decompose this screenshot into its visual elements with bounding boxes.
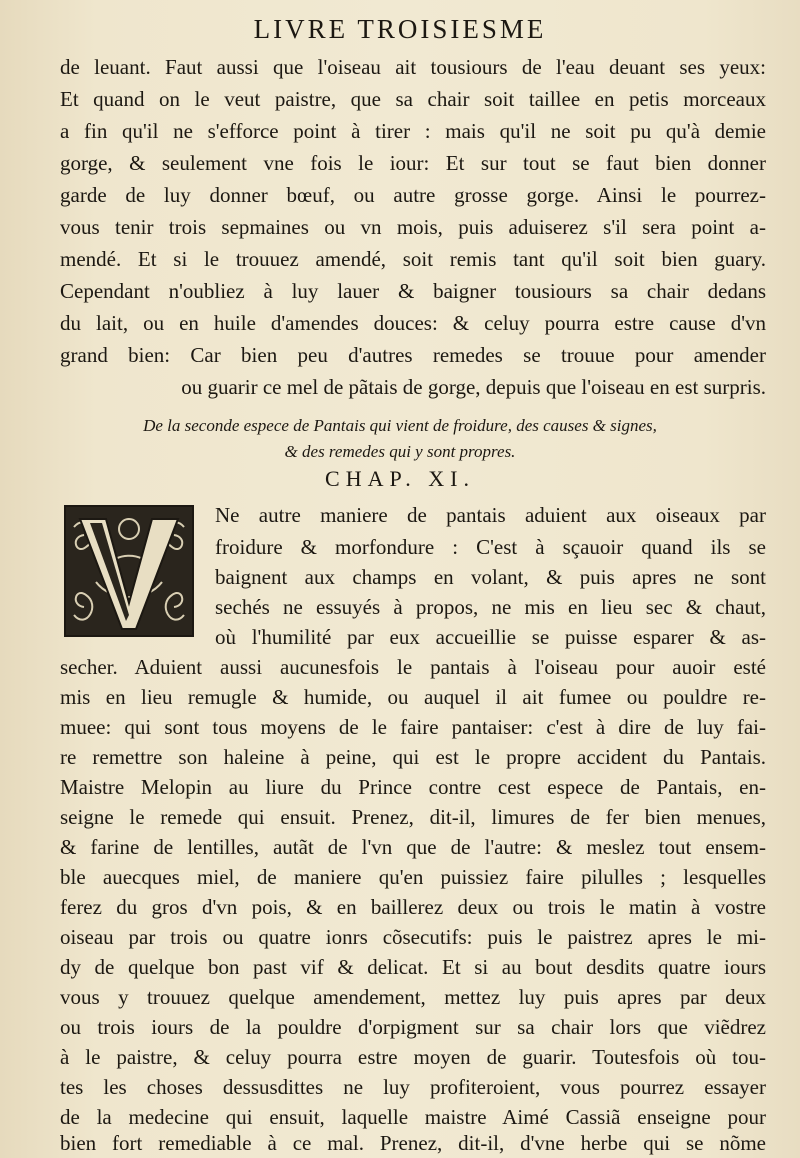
text-line: secher. Aduient aussi aucunesfois le pantais à l'oiseau pour auoir esté (60, 655, 766, 679)
chapter-number: CHAP. XI. (325, 466, 475, 491)
running-head: LIVRE TROISIESME (253, 14, 547, 44)
text-line: muee: qui sont tous moyens de le faire pantaiser: c'est à dire de luy fai- (60, 715, 766, 739)
text-line: seigne le remede qui ensuit. Prenez, dit-il, limures de fer bien menues, (60, 805, 766, 829)
text-line: Cependant n'oubliez à luy lauer & baigner tousiours sa chair dedans (60, 279, 766, 303)
text-line: vous tenir trois sepmaines ou vn mois, puis aduiserez s'il sera point a- (60, 215, 766, 239)
text-line: de la medecine qui ensuit, laquelle maistre Aimé Cassiã enseigne pour (60, 1105, 766, 1129)
text-line: & farine de lentilles, autãt de l'vn que de l'autre: & meslez tout ensem- (60, 835, 766, 859)
text-line: Maistre Melopin au liure du Prince contre cest espece de Pantais, en- (60, 775, 766, 799)
text-line: garde de luy donner bœuf, ou autre grosse gorge. Ainsi le pourrez- (60, 183, 766, 207)
text-line: re remettre son haleine à peine, qui est le propre accident du Pantais. (60, 745, 766, 769)
text-line: froidure & morfondure : C'est à sçauoir quand ils se (215, 535, 766, 559)
text-line: du lait, ou en huile d'amendes douces: & celuy pourra estre cause d'vn (60, 311, 766, 335)
text-line: Et quand on le veut paistre, que sa chair soit taillee en petis morceaux (60, 87, 766, 111)
text-line: ble auecques miel, de maniere qu'en puissiez faire pilulles ; lesquelles (60, 865, 766, 889)
text-line: vous y trouuez quelque amendement, mettez luy puis apres par deux (60, 985, 766, 1009)
text-line: mendé. Et si le trouuez amendé, soit remis tant qu'il soit bien guary. (60, 247, 766, 271)
text-line: dy de quelque bon past vif & delicat. Et si au bout desdits quatre iours (60, 955, 766, 979)
ornament-icon (66, 507, 192, 635)
text-line: ou guarir ce mel de pãtais de gorge, depuis que l'oiseau en est surpris. (181, 375, 766, 399)
text-line: Ne autre maniere de pantais aduient aux oiseaux par (215, 503, 766, 527)
text-line: gorge, & seulement vne fois le iour: Et sur tout se faut bien donner (60, 151, 766, 175)
chapter-title-line-2: & des remedes qui y sont propres. (284, 442, 516, 461)
text-line: tes les choses dessusdittes ne luy profiteroient, vous pourrez essayer (60, 1075, 766, 1099)
text-line: oiseau par trois ou quatre ionrs cõsecutifs: puis le paistrez apres le mi- (60, 925, 766, 949)
text-line: ou trois iours de la pouldre d'orpigment sur sa chair lors que viẽdrez (60, 1015, 766, 1039)
text-line: sechés ne essuyés à propos, ne mis en lieu sec & chaut, (215, 595, 766, 619)
text-line: où l'humilité par eux accueillie se puisse esparer & as- (215, 625, 766, 649)
text-line: ferez du gros d'vn pois, & en baillerez deux ou trois le matin à vostre (60, 895, 766, 919)
decorated-initial (64, 505, 194, 637)
text-line: a fin qu'il ne s'efforce point à tirer : mais qu'il ne soit pu qu'à demie (60, 119, 766, 143)
text-line: mis en lieu remugle & humide, ou auquel il ait fumee ou pouldre re- (60, 685, 766, 709)
text-line: baignent aux champs en volant, & puis apres ne sont (215, 565, 766, 589)
chapter-title-line-1: De la seconde espece de Pantais qui vient de froidure, des causes & signes, (143, 416, 657, 435)
text-line: grand bien: Car bien peu d'autres remedes se trouue pour amender (60, 343, 766, 367)
text-line: bien fort remediable à ce mal. Prenez, dit-il, d'vne herbe qui se nõme (60, 1131, 766, 1155)
text-line: à le paistre, & celuy pourra estre moyen de guarir. Toutesfois où tou- (60, 1045, 766, 1069)
text-line: de leuant. Faut aussi que l'oiseau ait tousiours de l'eau deuant ses yeux: (60, 55, 766, 79)
